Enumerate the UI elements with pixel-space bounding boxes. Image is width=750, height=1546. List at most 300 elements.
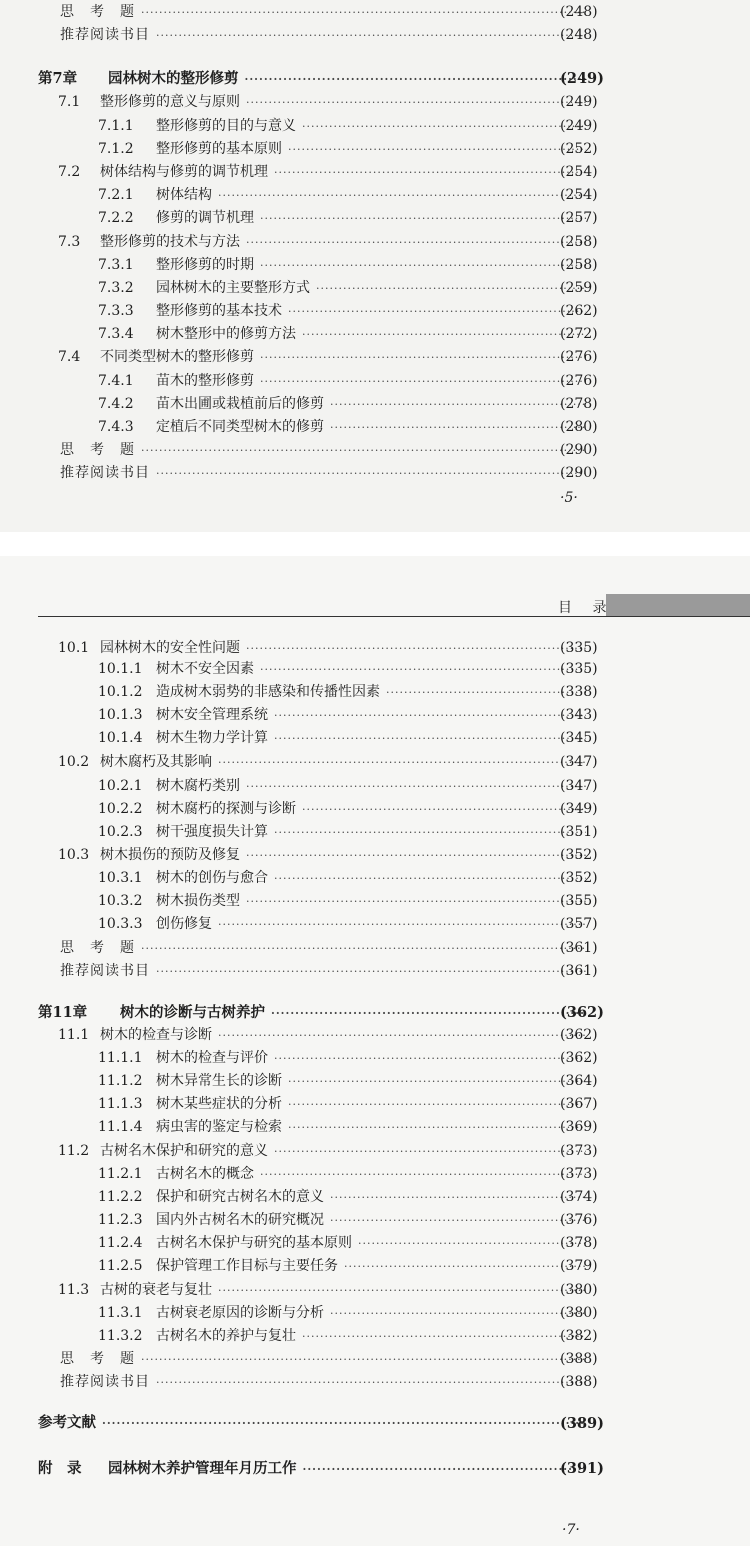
leader-dots: [274, 821, 586, 844]
toc-entry-line: [58, 844, 592, 867]
toc-entry[interactable]: [0, 960, 750, 983]
toc-entry[interactable]: [0, 1255, 750, 1278]
page-ref: (249): [560, 94, 598, 110]
entry-number: 7.3.2: [98, 280, 134, 296]
toc-entry[interactable]: [0, 1001, 750, 1024]
leader-dots: [271, 1002, 586, 1025]
entry-title: 苗木的整形修剪: [156, 373, 254, 389]
toc-entry-line: [98, 184, 592, 207]
entry-number: 11.3.2: [98, 1328, 143, 1344]
toc-entry-line: [98, 775, 592, 798]
leader-dots: [302, 798, 586, 821]
leader-dots: [218, 913, 586, 936]
toc-entry-line: [98, 1070, 592, 1093]
page-ref: (369): [560, 1119, 598, 1135]
leader-dots: [330, 1302, 586, 1325]
toc-entry[interactable]: [0, 1186, 750, 1209]
toc-entry[interactable]: [0, 844, 750, 867]
running-header: 目 录: [558, 600, 615, 616]
entry-number: 7.4.3: [98, 419, 134, 435]
toc-entry[interactable]: [0, 1093, 750, 1116]
entry-title: 定植后不同类型树木的修剪: [156, 419, 324, 435]
page-ref: (254): [560, 187, 598, 203]
toc-entry-line: [60, 937, 592, 960]
toc-entry[interactable]: [0, 67, 750, 90]
toc-entry-line: [98, 867, 592, 890]
leader-dots: [274, 867, 586, 890]
leader-dots: [246, 844, 586, 867]
toc-entry-line: [58, 1279, 592, 1302]
entry-number: 10.2: [58, 754, 90, 770]
toc-entry-line: [98, 1302, 592, 1325]
leader-dots: [218, 751, 586, 774]
leader-dots: [156, 960, 586, 983]
toc-entry[interactable]: [0, 658, 750, 681]
toc-entry[interactable]: [0, 1070, 750, 1093]
toc-entry[interactable]: [0, 1457, 750, 1480]
toc-entry-line: [60, 1348, 592, 1371]
entry-number: 10.1.3: [98, 707, 143, 723]
leader-dots: [246, 231, 586, 254]
leader-dots: [218, 1279, 586, 1302]
toc-entry-line: [98, 254, 592, 277]
toc-entry-line: [98, 1163, 592, 1186]
leader-dots: [260, 370, 586, 393]
leader-dots: [330, 416, 586, 439]
entry-number: 7.3.1: [98, 257, 134, 273]
leader-dots: [358, 1232, 586, 1255]
toc-entry-line: [38, 1001, 592, 1025]
toc-entry-line: [58, 346, 592, 369]
toc-entry-line: [98, 1255, 592, 1278]
entry-title: 整形修剪的目的与意义: [156, 118, 296, 134]
entry-title: 树木腐朽及其影响: [100, 754, 212, 770]
leader-dots: [141, 1, 586, 24]
toc-entry[interactable]: [0, 393, 750, 416]
entry-number: 10.2.2: [98, 801, 143, 817]
entry-title: 树木的创伤与愈合: [156, 870, 268, 886]
page-ref: (357): [560, 916, 598, 932]
toc-entry[interactable]: [0, 1325, 750, 1348]
entry-number: 10.1.2: [98, 684, 143, 700]
entry-title: 树木整形中的修剪方法: [156, 326, 296, 342]
entry-title: 园林树木的主要整形方式: [156, 280, 310, 296]
entry-title: 树体结构与修剪的调节机理: [100, 164, 268, 180]
toc-entry[interactable]: [0, 704, 750, 727]
toc-entry-line: [58, 161, 592, 184]
toc-entry[interactable]: [0, 138, 750, 161]
toc-entry-line: [98, 890, 592, 913]
toc-entry-line: [98, 1232, 592, 1255]
toc-entry[interactable]: [0, 681, 750, 704]
toc-entry[interactable]: [0, 207, 750, 230]
toc-entry-line: [98, 798, 592, 821]
entry-title: 整形修剪的基本技术: [156, 303, 282, 319]
page-ref: (254): [560, 164, 598, 180]
entry-title: 苗木出圃或栽植前后的修剪: [156, 396, 324, 412]
page-ref: (259): [560, 280, 598, 296]
toc-entry-line: [60, 1371, 592, 1394]
page-ref: (382): [560, 1328, 598, 1344]
page-ref: (378): [560, 1235, 598, 1251]
leader-dots: [274, 1047, 586, 1070]
toc-entry[interactable]: [0, 1116, 750, 1139]
entry-title: 推荐阅读书目: [60, 1374, 150, 1390]
toc-entry-line: [38, 1412, 592, 1435]
toc-entry[interactable]: [0, 637, 750, 660]
page-ref: (338): [560, 684, 598, 700]
toc-entry-line: [58, 1024, 592, 1047]
entry-title: 保护管理工作目标与主要任务: [156, 1258, 338, 1274]
page-ref: (272): [560, 326, 598, 342]
entry-number: 10.3.2: [98, 893, 143, 909]
toc-entry[interactable]: [0, 24, 750, 47]
page-ref: (248): [560, 27, 598, 43]
toc-entry[interactable]: [0, 439, 750, 462]
entry-title: 推荐阅读书目: [60, 963, 150, 979]
entry-title: 创伤修复: [156, 916, 212, 932]
page-ref: (248): [560, 4, 598, 20]
page-ref: (258): [560, 257, 598, 273]
leader-dots: [274, 1140, 586, 1163]
page-ref: (380): [560, 1282, 598, 1298]
page-ref: (262): [560, 303, 598, 319]
entry-title: 树木损伤类型: [156, 893, 240, 909]
entry-number: 10.3.1: [98, 870, 143, 886]
leader-dots: [303, 1458, 587, 1481]
toc-entry-line: [58, 637, 592, 660]
toc-entry[interactable]: [0, 231, 750, 254]
page-ref: (373): [560, 1143, 598, 1159]
toc-entry[interactable]: [0, 1, 750, 24]
toc-entry-line: [60, 462, 592, 485]
page-ref: (249): [560, 70, 604, 87]
toc-entry[interactable]: [0, 727, 750, 750]
page-ref: (278): [560, 396, 598, 412]
entry-title: 树木腐朽的探测与诊断: [156, 801, 296, 817]
toc-entry-line: [98, 658, 592, 681]
leader-dots: [288, 1116, 586, 1139]
toc-page-5: [0, 0, 750, 532]
page-ref: (347): [560, 754, 598, 770]
toc-entry[interactable]: [0, 751, 750, 774]
entry-number: 第11章: [38, 1004, 88, 1021]
page-ref: (347): [560, 778, 598, 794]
toc-entry-line: [98, 1047, 592, 1070]
toc-entry[interactable]: [0, 1371, 750, 1394]
page-gap: [0, 532, 750, 556]
entry-number: 7.2.1: [98, 187, 134, 203]
leader-dots: [246, 637, 586, 660]
page-ref: (389): [560, 1415, 604, 1432]
entry-title: 树木生物力学计算: [156, 730, 268, 746]
toc-entry-line: [58, 1140, 592, 1163]
entry-number: 10.2.3: [98, 824, 143, 840]
page-ref: (335): [560, 640, 598, 656]
toc-entry[interactable]: [0, 1302, 750, 1325]
toc-entry[interactable]: [0, 323, 750, 346]
page-ref: (349): [560, 801, 598, 817]
toc-entry[interactable]: [0, 416, 750, 439]
toc-entry-line: [98, 277, 592, 300]
entry-number: 10.1.4: [98, 730, 143, 746]
page-ref: (391): [560, 1460, 604, 1477]
entry-title: 思 考 题: [60, 4, 135, 20]
toc-entry[interactable]: [0, 184, 750, 207]
entry-title: 树木腐朽类别: [156, 778, 240, 794]
leader-dots: [245, 68, 587, 91]
page-ref: (362): [560, 1050, 598, 1066]
page-ref: (379): [560, 1258, 598, 1274]
page-ref: (343): [560, 707, 598, 723]
page-ref: (276): [560, 373, 598, 389]
leader-dots: [260, 346, 586, 369]
entry-number: 7.3.4: [98, 326, 134, 342]
leader-dots: [330, 1209, 586, 1232]
toc-entry[interactable]: [0, 370, 750, 393]
leader-dots: [260, 254, 586, 277]
entry-title: 推荐阅读书目: [60, 27, 150, 43]
toc-entry-line: [98, 207, 592, 230]
entry-number: 10.2.1: [98, 778, 143, 794]
page-ref: (352): [560, 870, 598, 886]
leader-dots: [302, 1325, 586, 1348]
toc-entry-line: [98, 727, 592, 750]
page-ref: (290): [560, 442, 598, 458]
header-rule: [38, 616, 750, 617]
leader-dots: [288, 138, 586, 161]
toc-entry[interactable]: [0, 775, 750, 798]
toc-entry-line: [98, 1325, 592, 1348]
leader-dots: [316, 277, 586, 300]
entry-number: 7.2.2: [98, 210, 134, 226]
entry-title: 树木的检查与诊断: [100, 1027, 212, 1043]
toc-entry-line: [98, 300, 592, 323]
toc-entry[interactable]: [0, 937, 750, 960]
leader-dots: [288, 300, 586, 323]
entry-title: 树体结构: [156, 187, 212, 203]
entry-title: 思 考 题: [60, 442, 135, 458]
toc-entry[interactable]: [0, 1163, 750, 1186]
toc-entry[interactable]: [0, 254, 750, 277]
entry-number: 11.1.1: [98, 1050, 143, 1066]
entry-number: 11.1.3: [98, 1096, 143, 1112]
entry-number: 7.4.2: [98, 396, 134, 412]
entry-title: 园林树木养护管理年月历工作: [108, 1461, 297, 1477]
page-number: ·7·: [562, 1522, 580, 1538]
entry-title: 整形修剪的技术与方法: [100, 234, 240, 250]
toc-entry-line: [98, 704, 592, 727]
entry-title: 古树名木的概念: [156, 1166, 254, 1182]
page-number: ·5·: [560, 490, 578, 506]
toc-entry-line: [60, 1, 592, 24]
toc-page-7: [0, 556, 750, 1546]
entry-title: 树木的检查与评价: [156, 1050, 268, 1066]
page-ref: (335): [560, 661, 598, 677]
toc-entry-line: [38, 1457, 592, 1481]
entry-title: 不同类型树木的整形修剪: [100, 349, 254, 365]
page-ref: (376): [560, 1212, 598, 1228]
leader-dots: [246, 91, 586, 114]
toc-entry-line: [98, 370, 592, 393]
toc-entry[interactable]: [0, 300, 750, 323]
entry-number: 7.3.3: [98, 303, 134, 319]
page-ref: (364): [560, 1073, 598, 1089]
entry-title: 古树名木保护和研究的意义: [100, 1143, 268, 1159]
leader-dots: [288, 1093, 586, 1116]
entry-number: 7.2: [58, 164, 81, 180]
entry-number: 11.2.1: [98, 1166, 143, 1182]
toc-entry[interactable]: [0, 91, 750, 114]
leader-dots: [330, 1186, 586, 1209]
entry-title: 树木某些症状的分析: [156, 1096, 282, 1112]
leader-dots: [260, 207, 586, 230]
entry-title: 思 考 题: [60, 1351, 135, 1367]
toc-entry-line: [98, 138, 592, 161]
toc-entry[interactable]: [0, 890, 750, 913]
toc-entry[interactable]: [0, 277, 750, 300]
entry-number: 11.3.1: [98, 1305, 143, 1321]
entry-number: 11.1.2: [98, 1073, 143, 1089]
entry-number: 11.2.2: [98, 1189, 143, 1205]
leader-dots: [330, 393, 586, 416]
leader-dots: [302, 323, 586, 346]
page-ref: (355): [560, 893, 598, 909]
toc-entry-line: [58, 91, 592, 114]
toc-entry[interactable]: [0, 462, 750, 485]
leader-dots: [218, 1024, 586, 1047]
entry-number: 第7章: [38, 70, 78, 87]
leader-dots: [274, 727, 586, 750]
toc-entry[interactable]: [0, 913, 750, 936]
page-ref: (361): [560, 963, 598, 979]
page-ref: (362): [560, 1027, 598, 1043]
entry-title: 整形修剪的基本原则: [156, 141, 282, 157]
page-ref: (258): [560, 234, 598, 250]
leader-dots: [141, 937, 586, 960]
toc-entry-line: [60, 960, 592, 983]
entry-number: 10.1.1: [98, 661, 143, 677]
toc-entry[interactable]: [0, 1348, 750, 1371]
toc-entry[interactable]: [0, 1024, 750, 1047]
entry-number: 11.1.4: [98, 1119, 143, 1135]
toc-entry-line: [58, 751, 592, 774]
toc-entry[interactable]: [0, 161, 750, 184]
entry-number: 附 录: [38, 1460, 82, 1477]
toc-entry-line: [98, 913, 592, 936]
page-ref: (373): [560, 1166, 598, 1182]
leader-dots: [260, 1163, 586, 1186]
toc-entry[interactable]: [0, 1412, 750, 1435]
leader-dots: [386, 681, 586, 704]
page-ref: (290): [560, 465, 598, 481]
toc-entry-line: [98, 115, 592, 138]
toc-entry-line: [98, 393, 592, 416]
leader-dots: [102, 1412, 586, 1435]
leader-dots: [141, 439, 586, 462]
entry-title: 古树衰老原因的诊断与分析: [156, 1305, 324, 1321]
toc-entry[interactable]: [0, 867, 750, 890]
toc-entry[interactable]: [0, 1209, 750, 1232]
entry-number: 7.1.1: [98, 118, 134, 134]
toc-entry[interactable]: [0, 346, 750, 369]
entry-title: 古树的衰老与复壮: [100, 1282, 212, 1298]
entry-title: 树木安全管理系统: [156, 707, 268, 723]
toc-entry[interactable]: [0, 1279, 750, 1302]
entry-number: 7.1: [58, 94, 81, 110]
entry-title: 树干强度损失计算: [156, 824, 268, 840]
page-ref: (280): [560, 419, 598, 435]
entry-title: 整形修剪的意义与原则: [100, 94, 240, 110]
entry-number: 11.3: [58, 1282, 90, 1298]
entry-title: 树木异常生长的诊断: [156, 1073, 282, 1089]
leader-dots: [141, 1348, 586, 1371]
toc-entry[interactable]: [0, 1232, 750, 1255]
page-ref: (257): [560, 210, 598, 226]
toc-entry[interactable]: [0, 1140, 750, 1163]
entry-number: 11.1: [58, 1027, 90, 1043]
page-ref: (388): [560, 1351, 598, 1367]
toc-entry-line: [98, 821, 592, 844]
entry-number: 10.3.3: [98, 916, 143, 932]
leader-dots: [274, 161, 586, 184]
entry-number: 7.3: [58, 234, 81, 250]
header-bar: [606, 594, 750, 616]
entry-number: 10.3: [58, 847, 90, 863]
entry-number: 7.4.1: [98, 373, 134, 389]
entry-title: 病虫害的鉴定与检索: [156, 1119, 282, 1135]
page-ref: (352): [560, 847, 598, 863]
page-ref: (252): [560, 141, 598, 157]
entry-title: 参考文献: [38, 1415, 96, 1431]
toc-entry[interactable]: [0, 798, 750, 821]
leader-dots: [156, 462, 586, 485]
toc-entry[interactable]: [0, 1047, 750, 1070]
toc-entry[interactable]: [0, 115, 750, 138]
leader-dots: [246, 775, 586, 798]
entry-number: 10.1: [58, 640, 90, 656]
entry-number: 7.1.2: [98, 141, 134, 157]
entry-title: 树木损伤的预防及修复: [100, 847, 240, 863]
entry-title: 园林树木的安全性问题: [100, 640, 240, 656]
page-ref: (374): [560, 1189, 598, 1205]
page-ref: (351): [560, 824, 598, 840]
page-ref: (388): [560, 1374, 598, 1390]
toc-entry-line: [38, 67, 592, 91]
toc-entry-line: [98, 681, 592, 704]
toc-entry-line: [98, 1186, 592, 1209]
entry-number: 11.2.4: [98, 1235, 143, 1251]
entry-title: 修剪的调节机理: [156, 210, 254, 226]
entry-number: 11.2.5: [98, 1258, 143, 1274]
leader-dots: [274, 704, 586, 727]
toc-entry[interactable]: [0, 821, 750, 844]
entry-title: 整形修剪的时期: [156, 257, 254, 273]
entry-title: 造成树木弱势的非感染和传播性因素: [156, 684, 380, 700]
entry-title: 树木的诊断与古树养护: [120, 1005, 265, 1021]
entry-title: 思 考 题: [60, 940, 135, 956]
leader-dots: [156, 1371, 586, 1394]
entry-number: 11.2.3: [98, 1212, 143, 1228]
entry-title: 古树名木保护与研究的基本原则: [156, 1235, 352, 1251]
leader-dots: [156, 24, 586, 47]
page-ref: (276): [560, 349, 598, 365]
leader-dots: [260, 658, 586, 681]
leader-dots: [246, 890, 586, 913]
leader-dots: [218, 184, 586, 207]
toc-entry-line: [60, 24, 592, 47]
page-ref: (345): [560, 730, 598, 746]
